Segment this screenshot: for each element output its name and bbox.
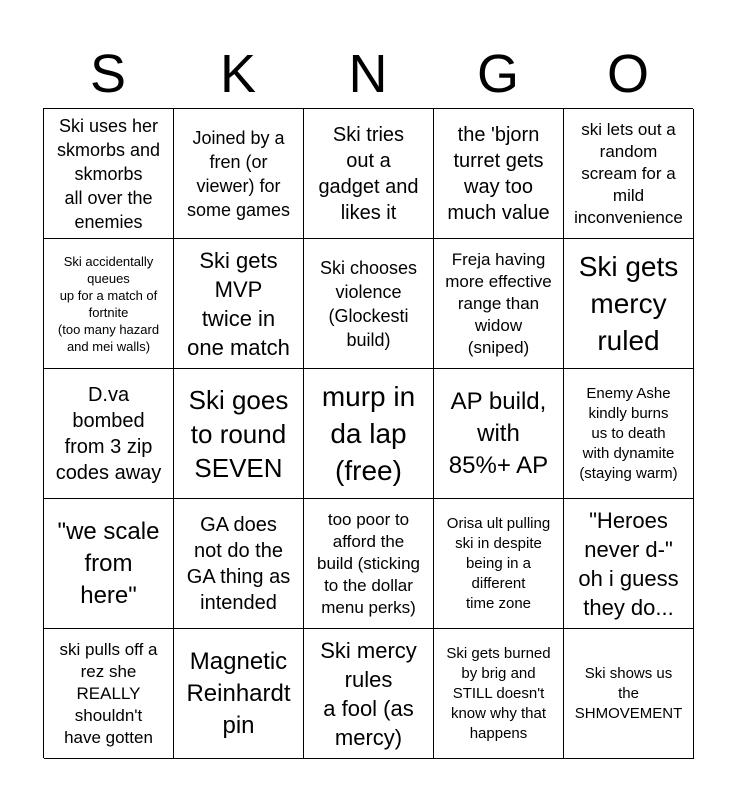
bingo-cell-r1-c2[interactable] bbox=[174, 109, 304, 239]
bingo-cell-r4-c2[interactable] bbox=[174, 499, 304, 629]
bingo-cell-r3-c2[interactable] bbox=[174, 369, 304, 499]
cell-text: Orisa ult pulling ski in despite being in a different time zone bbox=[446, 514, 551, 612]
bingo-cell-r4-c3[interactable] bbox=[304, 499, 434, 629]
bingo-cell-r1-c4[interactable] bbox=[434, 109, 564, 239]
bingo-board bbox=[43, 108, 693, 758]
bingo-cell-r5-c5[interactable] bbox=[564, 629, 694, 759]
cell-text: GA does not do the GA thing as intended bbox=[186, 513, 291, 614]
bingo-cell-r5-c2[interactable] bbox=[174, 629, 304, 759]
bingo-cell-r1-c1[interactable] bbox=[44, 109, 174, 239]
bingo-cell-r3-c4[interactable] bbox=[434, 369, 564, 499]
bingo-cell-r3-c5[interactable] bbox=[564, 369, 694, 499]
cell-text: Ski mercy rules a fool (as mercy) bbox=[320, 637, 417, 750]
bingo-cell-r5-c1[interactable] bbox=[44, 629, 174, 759]
cell-text: murp in da lap (free) bbox=[321, 381, 416, 486]
cell-text: Ski uses her skmorbs and skmorbs all over the enemies bbox=[56, 115, 161, 232]
header-letter-o: O bbox=[606, 44, 649, 104]
header-letter-g: G bbox=[476, 44, 519, 104]
cell-text: Ski chooses violence (Glockesti build) bbox=[319, 257, 418, 350]
cell-text: "Heroes never d-" oh i guess they do... bbox=[578, 507, 679, 620]
bingo-cell-r3-c1[interactable] bbox=[44, 369, 174, 499]
cell-text: AP build, with 85%+ AP bbox=[448, 387, 549, 479]
cell-text: Ski shows us the SHMOVEMENT bbox=[574, 664, 683, 722]
bingo-cell-r4-c4[interactable] bbox=[434, 499, 564, 629]
bingo-header bbox=[43, 40, 693, 108]
cell-text: Ski tries out a gadget and likes it bbox=[318, 123, 419, 224]
bingo-cell-r2-c1[interactable] bbox=[44, 239, 174, 369]
bingo-cell-r1-c5[interactable] bbox=[564, 109, 694, 239]
cell-text: Freja having more effective range than widow (sniped) bbox=[445, 249, 552, 357]
bingo-cell-r3-c3[interactable] bbox=[304, 369, 434, 499]
cell-text: the 'bjorn turret gets way too much value bbox=[447, 123, 550, 224]
cell-text: "we scale from here" bbox=[57, 517, 160, 609]
bingo-cell-r2-c2[interactable] bbox=[174, 239, 304, 369]
cell-text: ski pulls off a rez she REALLY shouldn't have gotten bbox=[59, 639, 158, 747]
cell-text: Ski accidentally queues up for a match of fortnite (too many hazard and mei walls) bbox=[57, 253, 160, 354]
bingo-cell-r1-c3[interactable] bbox=[304, 109, 434, 239]
bingo-cell-r5-c4[interactable] bbox=[434, 629, 564, 759]
bingo-cell-r2-c5[interactable] bbox=[564, 239, 694, 369]
bingo-cell-r5-c3[interactable] bbox=[304, 629, 434, 759]
cell-text: Ski gets burned by brig and STILL doesn't know why that happens bbox=[446, 644, 551, 742]
cell-text: Enemy Ashe kindly burns us to death with dynamite (staying warm) bbox=[579, 384, 678, 482]
bingo-cell-r2-c4[interactable] bbox=[434, 239, 564, 369]
cell-text: too poor to afford the build (sticking to the dollar menu perks) bbox=[317, 509, 420, 617]
cell-text: ski lets out a random scream for a mild inconvenience bbox=[574, 119, 683, 227]
bingo-cell-r2-c3[interactable] bbox=[304, 239, 434, 369]
cell-text: Ski gets MVP twice in one match bbox=[187, 247, 290, 360]
cell-text: Joined by a fren (or viewer) for some games bbox=[186, 127, 291, 220]
bingo-cell-r4-c5[interactable] bbox=[564, 499, 694, 629]
cell-text: D.va bombed from 3 zip codes away bbox=[55, 383, 162, 484]
header-letter-n: N bbox=[348, 44, 388, 104]
header-letter-k: K bbox=[219, 44, 257, 104]
bingo-cell-r4-c1[interactable] bbox=[44, 499, 174, 629]
cell-text: Magnetic Reinhardt pin bbox=[186, 647, 291, 739]
cell-text: Ski gets mercy ruled bbox=[578, 251, 679, 356]
header-letter-s: S bbox=[89, 44, 127, 104]
cell-text: Ski goes to round SEVEN bbox=[188, 384, 289, 483]
